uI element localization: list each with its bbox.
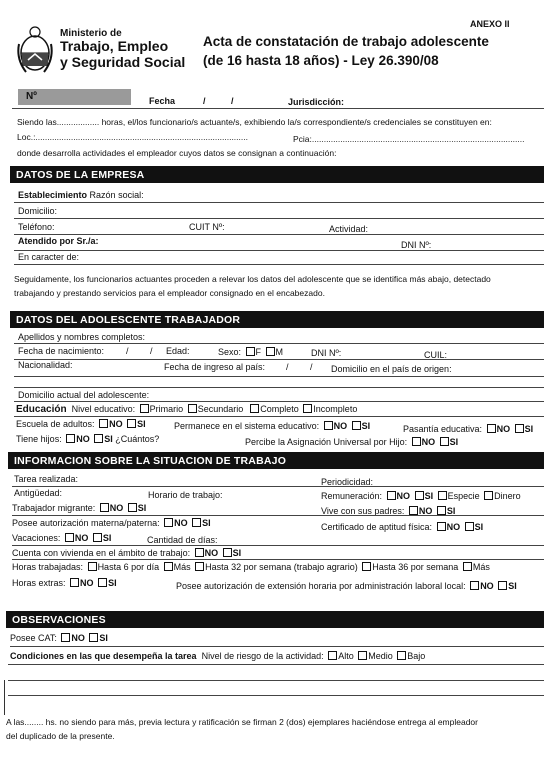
vive-padres-si-label: SI [446, 506, 456, 516]
ministry-line2: Trabajo, Empleo [60, 38, 169, 54]
rule [14, 264, 544, 265]
autorizacion-label: Posee autorización materna/paterna: [12, 518, 160, 528]
cat-si-label: SI [99, 633, 108, 643]
section-adolescente-header: DATOS DEL ADOLESCENTE TRABAJADOR [10, 311, 544, 328]
hijos-no-checkbox[interactable] [66, 434, 75, 443]
vacaciones-si-label: SI [102, 533, 112, 543]
bajo-checkbox[interactable] [397, 651, 406, 660]
autorizacion-no-label: NO [174, 518, 188, 528]
vive-padres-no-checkbox[interactable] [409, 506, 418, 515]
hasta6-label: Hasta 6 por día [97, 562, 160, 572]
section-observaciones-header: OBSERVACIONES [6, 611, 544, 628]
pasantia-label: Pasantía educativa: [403, 424, 483, 434]
asignacion-si-label: SI [449, 437, 459, 447]
rule [8, 695, 544, 696]
vacaciones-row [12, 533, 111, 543]
sexo-m-checkbox[interactable] [266, 347, 275, 356]
remuneracion-si-label: SI [424, 491, 434, 501]
vacaciones-si-checkbox[interactable] [93, 533, 102, 542]
primario-label: Primario [149, 404, 184, 414]
antiguedad-label: Antigüedad: [14, 488, 63, 498]
condiciones-row [10, 651, 425, 661]
cat-no-checkbox[interactable] [61, 633, 70, 642]
escuela-no-checkbox[interactable] [99, 419, 108, 428]
autorizacion-row [12, 518, 211, 528]
rule [14, 401, 544, 402]
rule [14, 202, 544, 203]
vivienda-si-checkbox[interactable] [223, 548, 232, 557]
mas-label-2: Más [472, 562, 490, 572]
bajo-label: Bajo [407, 651, 426, 661]
horas-extras-si-checkbox[interactable] [98, 578, 107, 587]
migrante-no-label: NO [109, 503, 124, 513]
migrante-row [12, 503, 146, 513]
fecha-ingreso-slash-2: / [310, 362, 313, 372]
ministry-line1: Ministerio de [60, 28, 122, 39]
escuela-si-checkbox[interactable] [127, 419, 136, 428]
rule [14, 250, 544, 251]
permanece-label: Permanece en el sistema educativo: [174, 421, 320, 431]
mas-checkbox-2[interactable] [463, 562, 472, 571]
apellidos-label: Apellidos y nombres completos: [18, 332, 146, 342]
sexo-m-label: M [275, 347, 284, 357]
vive-padres-si-checkbox[interactable] [437, 506, 446, 515]
razon-social-label: Razón social: [89, 190, 144, 200]
jurisdiccion-label: Jurisdicción: [288, 97, 345, 107]
asignacion-si-checkbox[interactable] [440, 437, 449, 446]
establecimiento-label: Establecimiento [18, 190, 88, 200]
rule [14, 234, 544, 235]
intro-pcia: Pcia:.......................................................................................... [293, 134, 525, 144]
vivienda-label: Cuenta con vivienda en el ámbito de trabajo: [12, 548, 191, 558]
extension-label: Posee autorización de extensión horaria por administración laboral local: [176, 581, 466, 591]
especie-checkbox[interactable] [438, 491, 447, 500]
hijos-si-checkbox[interactable] [94, 434, 103, 443]
autorizacion-no-checkbox[interactable] [164, 518, 173, 527]
medio-checkbox[interactable] [358, 651, 367, 660]
hasta36-checkbox[interactable] [362, 562, 371, 571]
secundario-label: Secundario [197, 404, 244, 414]
incompleto-label: Incompleto [313, 404, 358, 414]
fecha-nac-slash-2: / [150, 346, 153, 356]
rule [12, 515, 544, 516]
rule [8, 664, 544, 665]
certificado-si-label: SI [474, 522, 484, 532]
primario-checkbox[interactable] [140, 404, 149, 413]
hijos-row [16, 434, 159, 444]
rule [12, 545, 544, 546]
vivienda-si-label: SI [232, 548, 242, 558]
completo-label: Completo [260, 404, 299, 414]
alto-label: Alto [338, 651, 354, 661]
extension-row [176, 581, 517, 591]
horas-extras-no-checkbox[interactable] [70, 578, 79, 587]
tarea-label: Tarea realizada: [14, 474, 79, 484]
nacionalidad-label: Nacionalidad: [18, 360, 73, 370]
empresa-paragraph-2: trabajando y prestando servicios para el empleador consignado en el encabezado. [14, 288, 325, 298]
document-title-line2: (de 16 hasta 18 años) - Ley 26.390/08 [203, 53, 439, 68]
vive-padres-label: Vive con sus padres: [321, 506, 405, 516]
footer-line-1: A las........ hs. no siendo para más, previa lectura y ratificación se firman 2 (dos) ejemplares haciéndose entrega al empleador [6, 717, 478, 727]
empresa-paragraph-1: Seguidamente, los funcionarios actuantes proceden a relevar los datos del adolescente que se identifica más abajo, detectado [14, 274, 491, 284]
horas-extras-no-label: NO [80, 578, 94, 588]
argentina-coat-of-arms-icon [16, 24, 54, 76]
fecha-ingreso-label: Fecha de ingreso al país: [164, 362, 266, 372]
condiciones-label: Condiciones en las que desempeña la tarea [10, 651, 197, 661]
dni-empresa-label: DNI Nº: [401, 240, 432, 250]
pasantia-no-checkbox[interactable] [487, 424, 496, 433]
secundario-checkbox[interactable] [188, 404, 197, 413]
fecha-slash-1: / [203, 96, 206, 106]
educacion-row [16, 404, 357, 415]
rule [14, 376, 544, 377]
sexo-f-checkbox[interactable] [246, 347, 255, 356]
migrante-si-checkbox[interactable] [128, 503, 137, 512]
sexo-f-label: F [255, 347, 262, 357]
edad-label: Edad: [166, 346, 190, 356]
nivel-label: Nivel educativo: [71, 404, 136, 414]
escuela-adultos-label: Escuela de adultos: [16, 419, 95, 429]
extension-si-label: SI [508, 581, 517, 591]
tiene-hijos-label: Tiene hijos: [16, 434, 62, 444]
hasta32-label: Hasta 32 por semana (trabajo agrario) [205, 562, 358, 572]
asignacion-label: Percibe la Asignación Universal por Hijo: [245, 437, 408, 447]
cuil-label: CUIL: [424, 350, 448, 360]
vacaciones-label: Vacaciones: [12, 533, 61, 543]
remuneracion-label: Remuneración: [321, 491, 383, 501]
mas-checkbox-1[interactable] [164, 562, 173, 571]
migrante-label: Trabajador migrante: [12, 503, 96, 513]
actividad-label: Actividad: [329, 224, 369, 234]
cat-no-label: NO [71, 633, 85, 643]
rule [10, 646, 544, 647]
escuela-si-label: SI [137, 419, 146, 429]
rule [14, 343, 544, 344]
cantidad-dias-label: Cantidad de días: [147, 535, 218, 545]
hijos-si-label: SI [104, 434, 113, 444]
autorizacion-si-label: SI [202, 518, 211, 528]
certificado-label: Certificado de aptitud física: [321, 522, 433, 532]
migrante-no-checkbox[interactable] [100, 503, 109, 512]
cat-label: Posee CAT: [10, 633, 57, 643]
vivienda-row [12, 548, 241, 558]
rule [12, 486, 544, 487]
periodicidad-label: Periodicidad: [321, 477, 374, 487]
section-empresa-header: DATOS DE LA EMPRESA [10, 166, 544, 183]
document-title-line1: Acta de constatación de trabajo adolescente [203, 34, 489, 49]
domicilio-label: Domicilio: [18, 206, 58, 216]
intro-line1: Siendo las.................. horas, el/los funcionario/s actuante/s, exhibiendo la/s correspondiente/s credenciales se constituyen en: [17, 117, 492, 127]
ministry-line3: y Seguridad Social [60, 54, 186, 70]
cuit-label: CUIT Nº: [189, 222, 225, 232]
rule [14, 416, 544, 417]
intro-loc: Loc.:.......................................................................................... [17, 132, 248, 142]
telefono-label: Teléfono: [18, 222, 55, 232]
dni-adolescente-label: DNI Nº: [311, 348, 342, 358]
pasantia-si-checkbox[interactable] [515, 424, 524, 433]
escuela-adultos-row [16, 419, 146, 429]
pasantia-row [403, 424, 533, 434]
escuela-no-label: NO [109, 419, 123, 429]
cat-row [10, 633, 108, 643]
permanece-no-label: NO [333, 421, 348, 431]
domicilio-origen-label: Domicilio en el país de origen: [331, 364, 452, 374]
cuantos-label: ¿Cuántos? [115, 434, 160, 444]
medio-label: Medio [368, 651, 393, 661]
remuneracion-si-checkbox[interactable] [415, 491, 424, 500]
horario-label: Horario de trabajo: [148, 490, 223, 500]
permanece-row [174, 421, 370, 431]
vacaciones-no-checkbox[interactable] [65, 533, 74, 542]
intro-line3: donde desarrolla actividades el empleador cuyos datos se consignan a continuación: [17, 148, 337, 158]
hijos-no-label: NO [76, 434, 90, 444]
rule [14, 359, 544, 360]
mas-label-1: Más [173, 562, 191, 572]
especie-label: Especie [447, 491, 480, 501]
certificado-no-checkbox[interactable] [437, 522, 446, 531]
extension-si-checkbox[interactable] [498, 581, 507, 590]
extension-no-label: NO [480, 581, 494, 591]
vive-padres-no-label: NO [418, 506, 433, 516]
extension-no-checkbox[interactable] [470, 581, 479, 590]
number-label: Nº [26, 91, 37, 102]
permanece-si-checkbox[interactable] [352, 421, 361, 430]
footer-line-2: del duplicado de la presente. [6, 731, 115, 741]
fecha-nac-slash-1: / [126, 346, 129, 356]
fecha-slash-2: / [231, 96, 234, 106]
autorizacion-si-checkbox[interactable] [192, 518, 201, 527]
remuneracion-row [321, 491, 521, 501]
horas-extras-si-label: SI [108, 578, 117, 588]
dinero-label: Dinero [494, 491, 521, 501]
top-rule [12, 108, 544, 109]
asignacion-no-checkbox[interactable] [412, 437, 421, 446]
alto-checkbox[interactable] [328, 651, 337, 660]
sexo-field [218, 347, 283, 357]
certificado-row [321, 522, 483, 532]
fecha-ingreso-slash-1: / [286, 362, 289, 372]
permanece-si-label: SI [361, 421, 371, 431]
domicilio-actual-label: Domicilio actual del adolescente: [18, 390, 150, 400]
certificado-no-label: NO [446, 522, 461, 532]
annex-label: ANEXO II [470, 19, 510, 29]
remuneracion-no-label: NO [396, 491, 411, 501]
certificado-si-checkbox[interactable] [465, 522, 474, 531]
horas-extras-row [12, 578, 117, 588]
left-margin-line [4, 680, 5, 715]
horas-trabajadas-label: Horas trabajadas: [12, 562, 84, 572]
riesgo-label: Nivel de riesgo de la actividad: [201, 651, 324, 661]
migrante-si-label: SI [137, 503, 147, 513]
section-trabajo-header: INFORMACION SOBRE LA SITUACION DE TRABAJO [8, 452, 544, 469]
sexo-label: Sexo: [218, 347, 242, 357]
vivienda-no-label: NO [204, 548, 219, 558]
permanece-no-checkbox[interactable] [324, 421, 333, 430]
completo-checkbox[interactable] [250, 404, 259, 413]
rule [14, 218, 544, 219]
fecha-label: Fecha [149, 96, 176, 106]
horas-extras-label: Horas extras: [12, 578, 66, 588]
pasantia-no-label: NO [496, 424, 511, 434]
hasta32-checkbox[interactable] [195, 562, 204, 571]
asignacion-row [245, 437, 458, 447]
pasantia-si-label: SI [524, 424, 534, 434]
establecimiento-row [18, 190, 144, 200]
dinero-checkbox[interactable] [484, 491, 493, 500]
horas-trabajadas-row [12, 562, 490, 572]
hasta36-label: Hasta 36 por semana [372, 562, 459, 572]
vacaciones-no-label: NO [74, 533, 89, 543]
hasta6-checkbox[interactable] [88, 562, 97, 571]
rule [14, 387, 544, 388]
asignacion-no-label: NO [421, 437, 436, 447]
educacion-label: Educación [16, 404, 67, 415]
vivienda-no-checkbox[interactable] [195, 548, 204, 557]
rule [12, 559, 544, 560]
cat-si-checkbox[interactable] [89, 633, 98, 642]
caracter-label: En caracter de: [18, 252, 80, 262]
incompleto-checkbox[interactable] [303, 404, 312, 413]
atendido-label: Atendido por Sr./a: [18, 236, 99, 246]
remuneracion-no-checkbox[interactable] [387, 491, 396, 500]
rule [8, 680, 544, 681]
fecha-nacimiento-label: Fecha de nacimiento: [18, 346, 105, 356]
